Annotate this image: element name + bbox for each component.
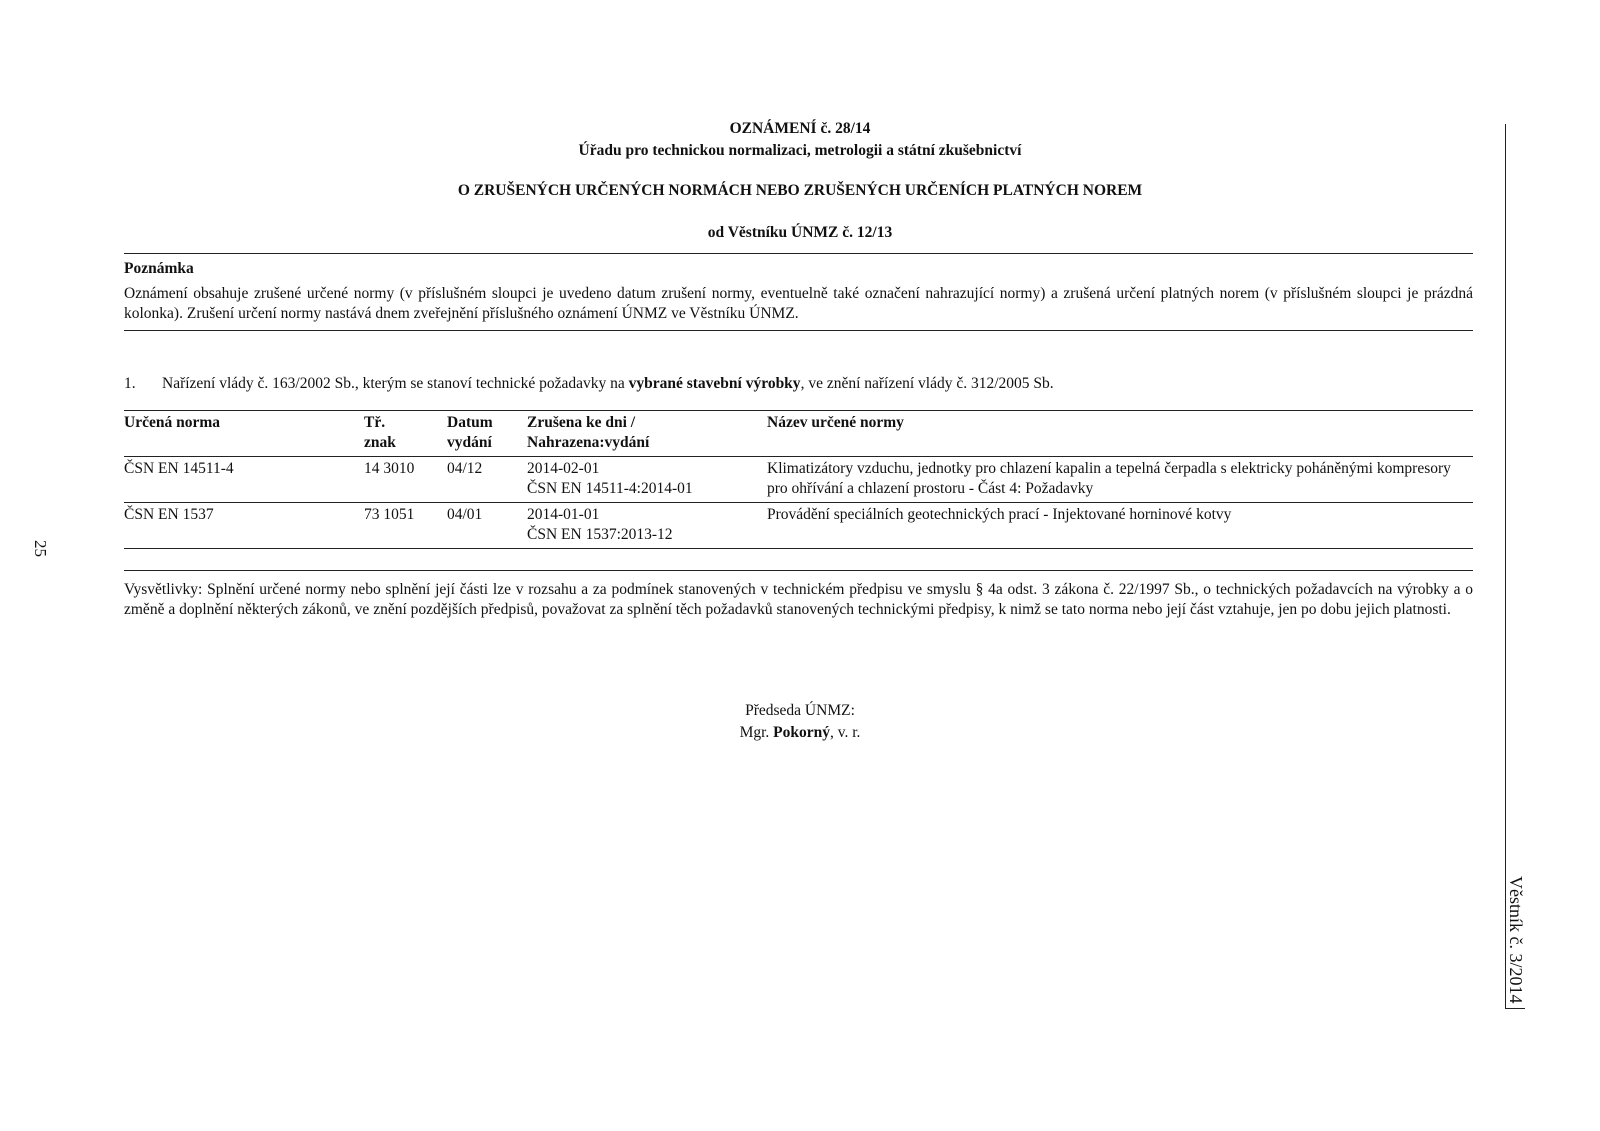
divider-explanation	[124, 570, 1473, 571]
cell-replaced-by: ČSN EN 14511-4:2014-01	[527, 480, 693, 497]
cell-cancel	[527, 503, 767, 549]
norms-table	[124, 410, 1473, 549]
section-text-bold: vybrané stavební výrobky	[628, 375, 801, 392]
col-header-cancel-line2: Nahrazena:vydání	[527, 434, 650, 451]
col-header-date	[447, 411, 527, 457]
table-row	[124, 503, 1473, 549]
signature-suffix: , v. r.	[830, 724, 861, 741]
note-text: Oznámení obsahuje zrušené určené normy (v příslušném sloupci je uvedeno datum zrušení normy, eventuelně také označení nahrazující normy) a zrušená určení platných norem (v příslušném sloupci je prázdná kolonka). Zrušení určení normy nastává dnem zveřejnění příslušného oznámení ÚNMZ ve Věstníku ÚNMZ.	[124, 285, 1473, 322]
notice-title: OZNÁMENÍ č. 28/14	[729, 120, 871, 137]
table-header-row	[124, 411, 1473, 457]
cell-class: 14 3010	[364, 460, 415, 477]
section-text-after: , ve znění nařízení vlády č. 312/2005 Sb.	[800, 375, 1054, 392]
cell-norm: ČSN EN 1537	[124, 506, 214, 523]
page-number: 25	[31, 540, 50, 557]
cell-date: 04/12	[447, 460, 483, 477]
col-header-cancel	[527, 411, 767, 457]
col-header-cancel-line1: Zrušena ke dni /	[527, 414, 636, 431]
side-rule-end	[1505, 1008, 1525, 1009]
col-header-class-line2: znak	[364, 434, 396, 451]
divider-note	[124, 330, 1473, 331]
col-header-norm: Určená norma	[124, 414, 220, 431]
note-title: Poznámka	[124, 260, 194, 277]
section-number: 1.	[124, 375, 136, 392]
signature-name: Pokorný	[773, 724, 830, 741]
cell-replaced-by: ČSN EN 1537:2013-12	[527, 526, 673, 543]
col-header-name: Název určené normy	[767, 414, 904, 431]
journal-label: Věstník č. 3/2014	[1506, 876, 1526, 1004]
cell-name: Provádění speciálních geotechnických prací - Injektované horninové kotvy	[767, 506, 1232, 523]
signature-prefix: Mgr.	[739, 724, 774, 741]
notice-since: od Věstníku ÚNMZ č. 12/13	[707, 224, 893, 241]
notice-subject: O ZRUŠENÝCH URČENÝCH NORMÁCH NEBO ZRUŠENÝCH URČENÍCH PLATNÝCH NOREM	[457, 182, 1143, 199]
divider-top	[124, 253, 1473, 254]
signature-role: Předseda ÚNMZ:	[745, 702, 855, 719]
col-header-date-line1: Datum	[447, 414, 493, 431]
col-header-class	[364, 411, 447, 457]
table-row	[124, 457, 1473, 503]
explanation-text: Vysvětlivky: Splnění určené normy nebo splnění její části lze v rozsahu a za podmínek stanovených v technickém předpisu ve smyslu § 4a odst. 3 zákona č. 22/1997 Sb., o technických požadavcích na výrobky a o změně a doplnění některých zákonů, ve znění pozdějších předpisů, považovat za splnění těch požadavků stanovených technickými předpisy, k nimž se tato norma nebo její část vztahuje, jen po dobu jejich platnosti.	[124, 581, 1473, 618]
section-text-before: Nařízení vlády č. 163/2002 Sb., kterým se stanoví technické požadavky na	[162, 375, 629, 392]
signature	[0, 724, 1600, 742]
cell-class: 73 1051	[364, 506, 415, 523]
cell-name: Klimatizátory vzduchu, jednotky pro chlazení kapalin a tepelná čerpadla s elektricky poháněnými kompresory pro ohřívání a chlazení prostoru - Část 4: Požadavky	[767, 460, 1451, 497]
col-header-class-line1: Tř.	[364, 414, 386, 431]
cell-date: 04/01	[447, 506, 483, 523]
section-heading	[124, 375, 1054, 393]
cell-cancel	[527, 457, 767, 503]
col-header-date-line2: vydání	[447, 434, 492, 451]
cell-cancel-date: 2014-01-01	[527, 506, 600, 523]
notice-issuer: Úřadu pro technickou normalizaci, metrologii a státní zkušebnictví	[578, 142, 1022, 159]
cell-cancel-date: 2014-02-01	[527, 460, 600, 477]
cell-norm: ČSN EN 14511-4	[124, 460, 234, 477]
